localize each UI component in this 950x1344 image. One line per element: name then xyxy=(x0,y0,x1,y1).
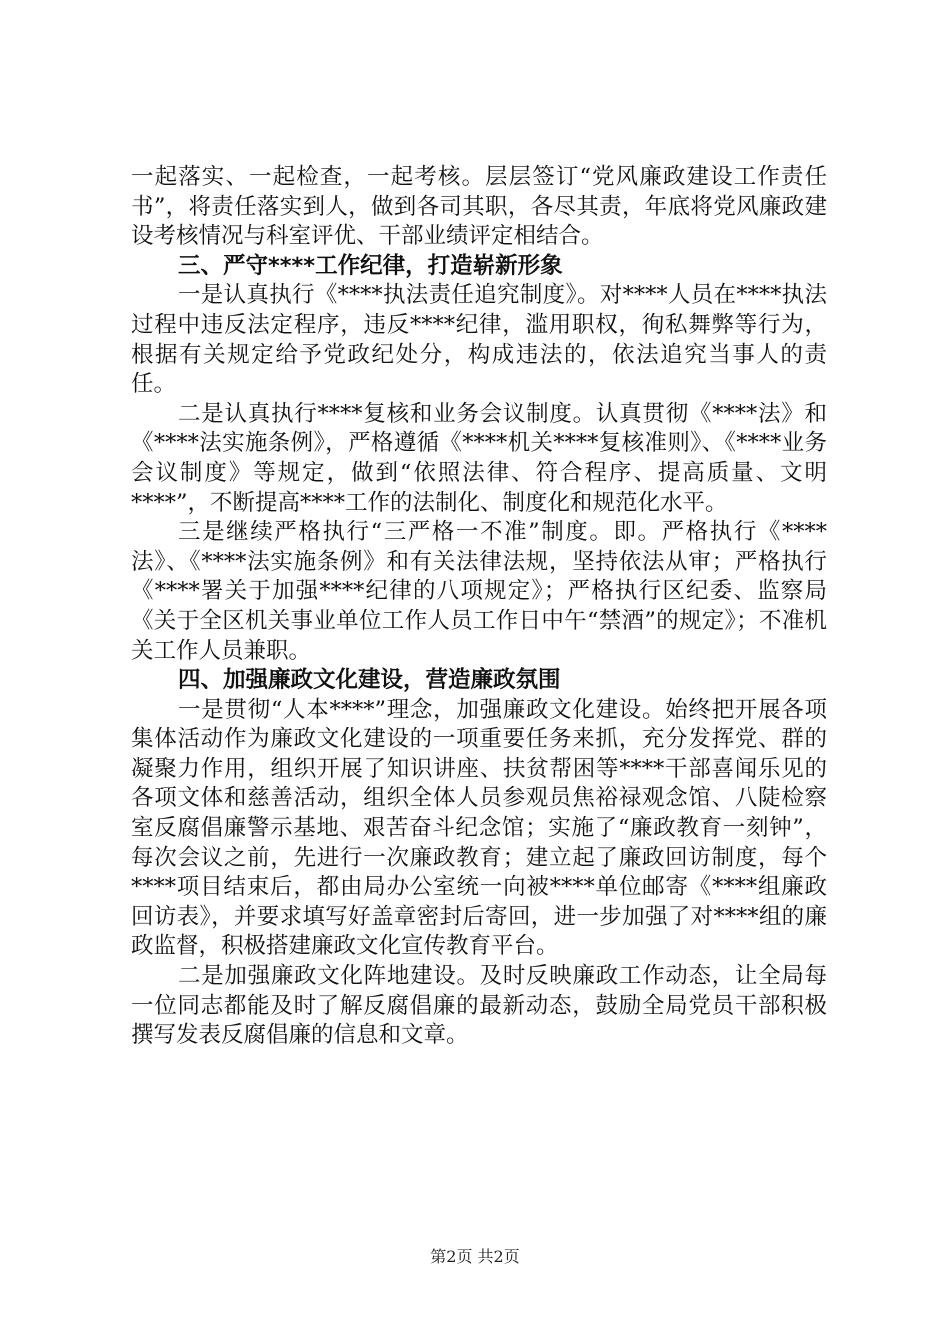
body-paragraph: 三是继续严格执行“三严格一不准”制度。即。严格执行《****法》、《****法实施条例》和有关法律法规，坚持依法从审；严格执行《****署关于加强****纪律的八项规定》；严格执行区纪委、监察局《关于全区机关事业单位工作人员工作日中午“禁酒”的规定》；不准机关工作人员兼职。 xyxy=(131,519,827,664)
body-paragraph: 一是贯彻“人本****”理念，加强廉政文化建设。始终把开展各项集体活动作为廉政文化建设的一项重要任务来抓，充分发挥党、群的凝聚力作用，组织开展了知识讲座、扶贫帮困等****干部喜闻乐见的各项文体和慈善活动，组织全体人员参观员焦裕禄观念馆、八陡检察室反腐倡廉警示基地、艰苦奋斗纪念馆；实施了“廉政教育一刻钟”，每次会议之前，先进行一次廉政教育；建立起了廉政回访制度，每个****项目结束后，都由局办公室统一向被****单位邮寄《****组廉政回访表》，并要求填写好盖章密封后寄回，进一步加强了对****组的廉政监督，积极搭建廉政文化宣传教育平台。 xyxy=(131,696,827,960)
body-paragraph: 一起落实、一起检查，一起考核。层层签订“党风廉政建设工作责任书”，将责任落实到人，做到各司其职，各尽其责，年底将党风廉政建设考核情况与科室评优、干部业绩评定相结合。 xyxy=(131,164,827,250)
body-paragraph: 一是认真执行《****执法责任追究制度》。对****人员在****执法过程中违反法定程序，违反****纪律，滥用职权，徇私舞弊等行为，根据有关规定给予党政纪处分，构成违法的，依法追究当事人的责任。 xyxy=(131,282,827,398)
section-heading-3: 三、严守****工作纪律，打造崭新形象 xyxy=(178,252,563,279)
document-body xyxy=(131,163,827,1051)
body-paragraph: 二是加强廉政文化阵地建设。及时反映廉政工作动态，让全局每一位同志都能及时了解反腐倡廉的最新动态，鼓励全局党员干部积极撰写发表反腐倡廉的信息和文章。 xyxy=(131,963,827,1049)
page-footer: 第2页 共2页 xyxy=(430,1247,520,1266)
section-heading-4: 四、加强廉政文化建设，营造廉政氛围 xyxy=(178,667,561,694)
body-paragraph: 二是认真执行****复核和业务会议制度。认真贯彻《****法》和《****法实施条例》，严格遵循《****机关****复核准则》、《****业务会议制度》等规定，做到“依照法律、符合程序、提高质量、文明****”，不断提高****工作的法制化、制度化和规范化水平。 xyxy=(131,400,827,516)
